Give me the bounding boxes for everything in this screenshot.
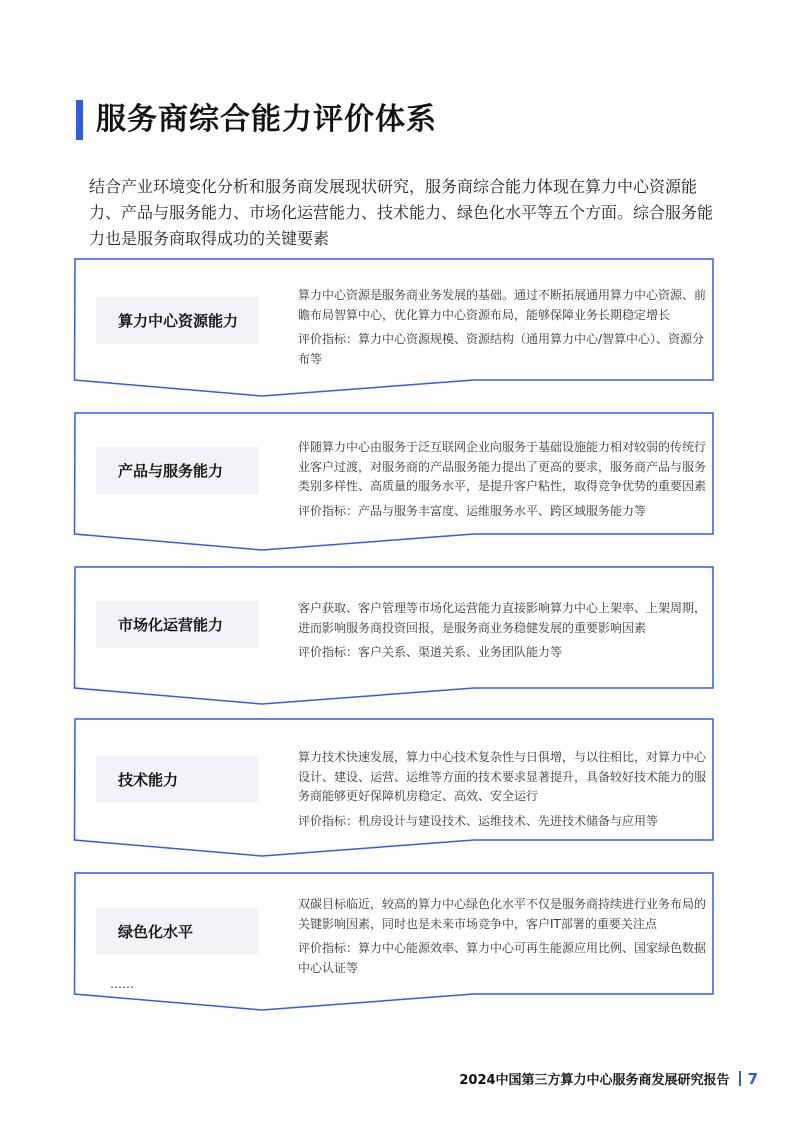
card-label: 技术能力 <box>96 756 259 803</box>
title-accent-bar <box>76 100 83 140</box>
card-label: 算力中心资源能力 <box>96 297 259 344</box>
page-footer <box>459 1069 758 1088</box>
card-description <box>298 748 710 831</box>
page-number: 7 <box>747 1069 758 1088</box>
footer-report-title: 2024中国第三方算力中心服务商发展研究报告 <box>459 1073 730 1088</box>
page-title: 服务商综合能力评价体系 <box>96 102 437 137</box>
card-green-level <box>74 872 714 1012</box>
card-label: 绿色化水平 <box>96 908 259 955</box>
card-description <box>298 599 710 663</box>
indicator-text: 评价指标：客户关系、渠道关系、业务团队能力等 <box>298 645 563 659</box>
description-text: 算力中心资源是服务商业务发展的基础。通过不断拓展通用算力中心资源、前瞻布局智算中心，优化算力中心资源布局，能够保障业务长期稳定增长 <box>298 288 707 322</box>
card-description <box>298 286 710 369</box>
ellipsis-text: …… <box>110 977 134 991</box>
card-label: 产品与服务能力 <box>96 447 259 494</box>
footer-separator <box>739 1071 741 1086</box>
description-text: 客户获取、客户管理等市场化运营能力直接影响算力中心上架率、上架周期，进而影响服务商投资回报，是服务商业务稳健发展的重要影响因素 <box>298 601 707 635</box>
card-product-service <box>74 412 714 552</box>
indicator-text: 评价指标：算力中心能源效率、算力中心可再生能源应用比例、国家绿色数据中心认证等 <box>298 941 707 975</box>
card-resource-capability <box>74 258 714 398</box>
indicator-text: 评价指标：产品与服务丰富度、运维服务水平、跨区域服务能力等 <box>298 503 647 518</box>
description-text: 算力技术快速发展，算力中心技术复杂性与日俱增，与以往相比，对算力中心设计、建设、运营、运维等方面的技术要求显著提升，具备较好技术能力的服务商能够更好保障机房稳定、高效、安全运行 <box>298 750 707 803</box>
description-text: 双碳目标临近，较高的算力中心绿色化水平不仅是服务商持续进行业务布局的关键影响因素，同时也是未来市场竞争中，客户IT部署的重要关注点 <box>298 897 707 931</box>
intro-paragraph: 结合产业环境变化分析和服务商发展现状研究，服务商综合能力体现在算力中心资源能力、产品与服务能力、市场化运营能力、技术能力、绿色化水平等五个方面。综合服务能力也是服务商取得成功的关键要素 <box>89 177 714 248</box>
card-description <box>298 438 710 521</box>
indicator-text: 评价指标：机房设计与建设技术、运维技术、先进技术储备与应用等 <box>298 813 659 828</box>
description-text: 伴随算力中心由服务于泛互联网企业向服务于基础设施能力相对较弱的传统行业客户过渡，对服务商的产品服务能力提出了更高的要求，服务商产品与服务类别多样性、高质量的服务水平，是提升客户粘性，取得竞争优势的重要因素 <box>298 440 707 493</box>
card-label: 市场化运营能力 <box>96 601 259 648</box>
card-market-operation <box>74 566 714 706</box>
card-description <box>298 895 710 978</box>
indicator-text: 评价指标：算力中心资源规模、资源结构（通用算力中心/智算中心）、资源分布等 <box>298 332 705 366</box>
card-technical-capability <box>74 718 714 858</box>
